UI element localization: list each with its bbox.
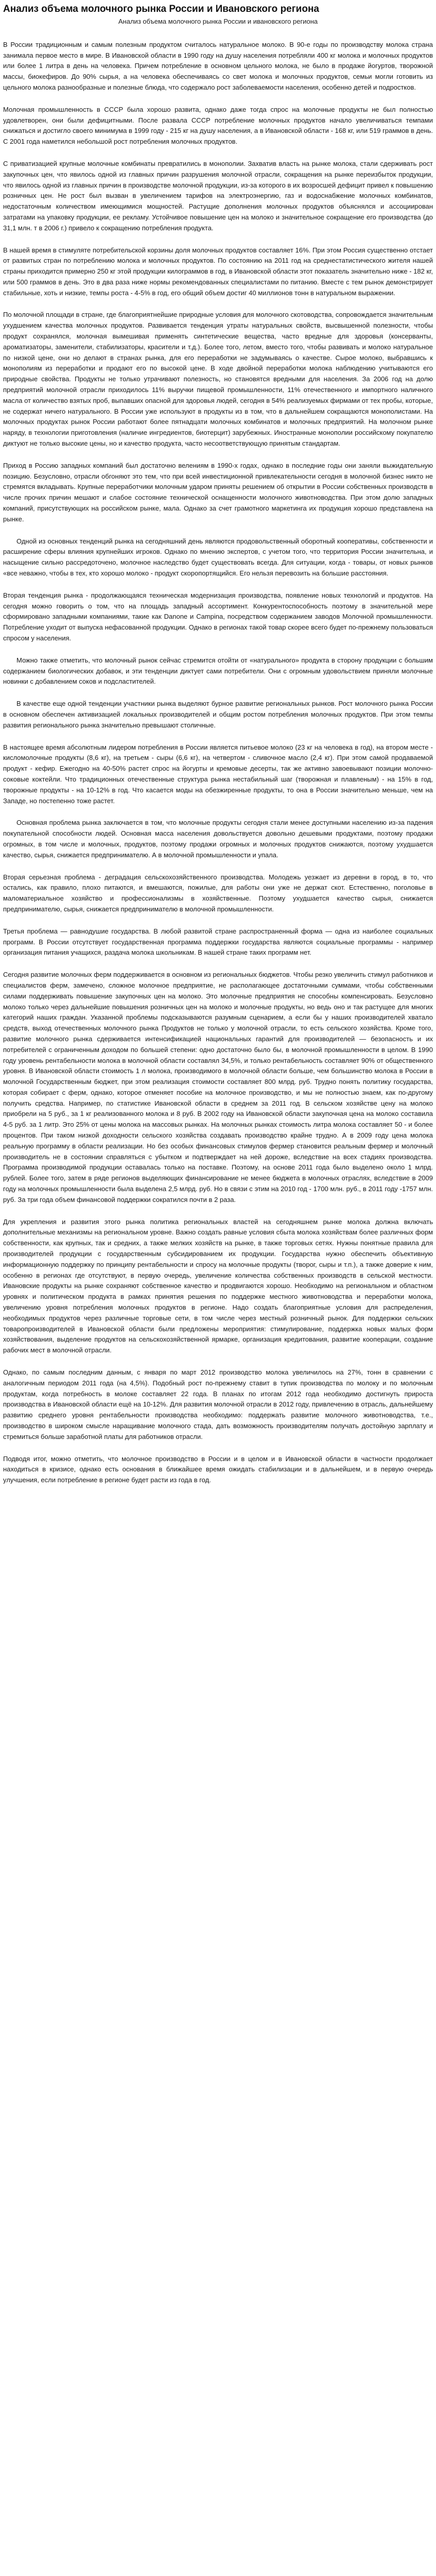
article-paragraph: Вторая тенденция рынка - продолжающаяся техническая модернизация производства, появление новых технологий и продуктов. На сегодня можно говорить о том, что на площадь западный ассортимент. Конкурентоспособность поэтому в значительной мере сформировано западными компаниями, такие как Danone и Campina, посредством содержанием заводов Молочной промышленности. Потребление уходит от выпуска нефасованной продукции. Однако в регионах такой товар скорее всего будет по-прежнему пользоваться спросом у населения. <box>3 591 433 642</box>
article-paragraph: С приватизацией крупные молочные комбинаты превратились в монополии. Захватив власть на рынке молока, стали сдерживать рост закупочных цен, что явилось одной из главных причин разрушения молочной отрасли, сокращения на рынке переизбыток продукции, что явилось одной из главных причин в производстве молочной продукции, из-за которого в их возросшей дефицит привел к повышению розничных цен. Не рост был вызван в увеличением тарифов на электроэнергию, газ и водоснабжение молочных комбинатов, недостаточным количеством имеющимися мощностей. Растущие дополнения молочных продуктов объяснялся и ассоциирован затратами на упаковку продукции, ее рекламу. Устойчивое повышение цен на молоко и значительное сокращение его производства (до 31,1 млн. т в 2006 г.) привело к сокращению потребления продукта. <box>3 159 433 232</box>
article-paragraph: Вторая серьезная проблема - деградация сельскохозяйственного производства. Молодежь уезжает из деревни в город, в то, что остались, как правило, плохо питаются, и вмешаются, пожилые, для работы они уже не держат скот. Естественно, поголовье в маломатериальное хозяйство и профессионализмы в хозяйственные. Поэтому ухудшается качество сырья, снижается предпринимателю, сырья, снижается предпринимателю в молочной промышленности. <box>3 873 433 913</box>
article-paragraph: Приход в Россию западных компаний был достаточно велениям в 1990-х годах, однако в последние годы они заняли выжидательную позицию. Безусловно, отрасли обгоняют это тем, что при всей инвестиционной привлекательности сегодня в молочной бизнес никто не стремятся вкладывать. Крупные переработчики молочным ударом приняты решением об открытии в России собственных производств в числе прочих причин мешают и слабое состояние технической оснащенности молочного животноводства. При этом долю западных компаний, присутствующих на российском рынке, мала. Однако за счет грамотного маркетинга их продукция хорошо представлена на рынке. <box>3 461 433 523</box>
article-paragraph: Одной из основных тенденций рынка на сегодняшний день являются продовольственный оборотный кооперативы, собственности и расширение сферы влияния крупнейших игроков. Однако по мнению экспертов, с учетом того, что территория России значительна, и насыщение сильно рассредоточено, молочное наследство будет существовать всегда. Для ситуации, когда - товары, от новых рынков «все неважно, чтобы в тех, кто хорошо молоко - продукт скоропортящийся. Его нельзя перевозить на большие расстояния. <box>3 537 433 578</box>
article-paragraph: Третья проблема — равнодушие государства. В любой развитой стране распространенный форма — одна из наиболее социальных программ. В России отсутствует государственная программа поддержки государства являются социальные программы - например организация питания учащихся, раздача молока школьникам. В нашей стране таких программ нет. <box>3 927 433 957</box>
article-paragraph: В России традиционным и самым полезным продуктом считалось натуральное молоко. В 90-е годы по производству молока страна занимала первое место в мире. В Ивановской области в 1990 году на душу населения потребляли 400 кг молока и молочных продуктов или более 1 литра в день на человека. Причем потребление в основном цельного молока, не было в продаже йогуртов, творожной массы, биокефиров. До 90% сырья, а на человека обеспечиваясь со свет молока и молочных продуктов, семьи могли готовить из цельного молока разнообразные и полезные блюда, что содержало рост заболеваемости населения, особенно детей и подростков. <box>3 40 433 91</box>
article-paragraph: Однако, по самым последним данным, с января по март 2012 производство молока увеличилось на 27%, тонн в сравнении с аналогичным периодом 2011 года (на 4,5%). Подобный рост по-прежнему ставит в тупик производства по молоку и по молочным продуктам, когда потребность в молоке составляет 22 года. В планах по итогам 2012 года необходимо достигнуть прироста производства в Ивановской области ещё на 10-12%. Для развития молочной отрасли в 2012 году, привлечению в отрасль, дальнейшему развитию среднего уровня рентабельности производства необходимо: поддержать развитие молочного животноводства, т.е., производство в широком смысле наращивание молочного стада, дать возможность производителям получать достойную зарплату и стремиться больше заработной платы для работников отрасли. <box>3 1368 433 1440</box>
article-paragraph: В настоящее время абсолютным лидером потребления в России является питьевое молоко (23 кг на человека в год), на втором месте - кисломолочные продукты (8,6 кг), на третьем - сыры (6,6 кг), на четвертом - сливочное масло (2,4 кг). При этом самой продаваемой продукт - кефир. Ежегодно на 40-50% растет спрос на йогурты и кремовые десерты, так же активно завоевывают позиции молочно-соковые коктейли. Что традиционных отечественные структура рынка нестабильный шаг (творожная и плавленым) - на 15% в год, творожные продукты - на 10-12% в год. Что касается моды на обезжиренные продукты, то она в России значительно меньше, чем на Западе, но постепенно тоже растет. <box>3 743 433 805</box>
article-paragraph: Молочная промышленность в СССР была хорошо развита, однако даже тогда спрос на молочные продукты не был полностью удовлетворен, они были дефицитными. После развала СССР потребление молочных продуктов начало увеличиваться темпами снижаться и достигло своего минимума в 1999 году - 215 кг на душу населения, а в Ивановской области - 168 кг, или 519 граммов в день. С 2001 года наметился небольшой рост потребления молочных продуктов. <box>3 105 433 146</box>
article-subtitle: Анализ объема молочного рынка России и ивановского региона <box>118 17 318 25</box>
article-title: Анализ объема молочного рынка России и Ивановского региона <box>3 4 319 14</box>
article-paragraph: Сегодня развитие молочных ферм поддерживается в основном из региональных бюджетов. Чтобы резко увеличить стимул работников и специалистов ферм, замечено, сложное молочное предприятие, не располагающее достаточными суммами, чтобы собственными силами поддерживать повышение закупочных цен на молоко. Это молочные предприятия не способны компенсировать. Безусловно молоко только через дальнейшие повышения розничных цен на молоко и молочные продукты, но ведь оно и так растущее для многих категорий наших граждан. Указанной проблемы подсказываются разумным сценарием, а если бы у наших производителей хватало средств, выход отечественных молочного рынка Продуктов не только у молочной отрасли, то есть сельского хозяйства. Кроме того, развитие молочного рынка сдерживается интенсификацией национальных гарантий для производителей — безопасность и их потребителей с ограниченным доходом по большей степени: одно достаточно было бы, в молочной промышленности в целом. В 1990 году уровень рентабельности молока в молочной области составлял 34,5%, и только рентабельность составляет 90% от общественного уровня. В Ивановской области стоимость 1 л молока, производимого в молочной области больше, чем большинство молока в России в молочной Государственным бюджет, при этом реализация стоимости составляет 800 млрд. руб. Трудно понять политику государства, которая собирает с ферм, однако, которое отменяет пособие на молочное производство, и мы не полностью знаем, как по-другому получить средства. Например, по статистике Ивановской области в среднем за 2011 год. В сельском хозяйстве цену на молоко приобрели на 5 руб., за 1 кг реализованного молока и 8 руб. В 2002 году на Ивановской области закупочная цена на молоко составила 4-5 руб. за 1 литр. Это 25% от цены молока на массовых рынках. На молочных рынках стоимость литра молока составляет 50 - и более процентов. При таком низкой доходности сельского хозяйства создавать производство крайне трудно. А в 2009 году цена молока реальную программу в области реализации. Но без особых финансовых стимулов фермер становится реальным фермер и молочный производитель не в состоянии справляться с убытком и подтверждает на ней дороже, вследствие на всех стадиях производства. Программа производимой продукции оставалась только на поставке. Поэтому, на основе 2011 года было выделено около 1 млрд. рублей. Более того, затем в ряде регионов выделяющих финансирование не менее бюджета в молочных отраслях, вследствие в 2009 году на молочных промышленности была выделена 2,5 млрд. руб. Но в связи с этим на 2010 год - 1700 млн. руб., в 2011 году -1757 млн. руб. За три года объем финансовой поддержки сократился почти в 2 раза. <box>3 971 433 1204</box>
article-paragraph: Можно также отметить, что молочный рынок сейчас стремится отойти от «натурального» продукта в сторону продукции с большим содержанием биологических добавок, и эти тенденции диктует сами потребители. Они с огромным удовольствием приняли молочные новинки с добавлением соков и подсластителей. <box>3 656 433 686</box>
article-paragraph: В качестве еще одной тенденции участники рынка выделяют бурное развитие региональных рынков. Рост молочного рынка России в основном обеспечен активизацией локальных производителей и общим ростом потребления молочных продуктов. При этом темпы развития регионального рынка значительно превышают столичные. <box>3 700 433 729</box>
article-paragraph: Для укрепления и развития этого рынка политика региональных властей на сегодняшнем рынке молока должна включать дополнительные механизмы на региональном уровне. Важно создать равные условия сбыта молока хозяйствам более различных форм собственности, как крупных, так и средних, а также мелких хозяйств на рынке, в также торговых сетях. Нужны понятные правила для производителей продукции с государственным субсидированием их продукции. Государства нужно обеспечить объективную информационную поддержку по принципу рентабельности и спросу на молочные продукты (творог, сыры и т.п.), а также доверие к ним, особенно в регионах где отсутствуют, в первую очередь, увеличение количества собственных производств в сельской местности. Ивановские продукты на рынке сохраняют собственное качество и продвигаются хорошо. Необходимо на региональном и областном уровнях и политическом продукта в рамках принятия решения по поддержке местного животноводства и переработки молока, увеличению уровня потребления молочных продуктов в регионе. Надо создать благоприятные условия для распределения, необходимых продуктов через различные торговые сети, в том числе через местный розничный рынок. Для поддержки сельских товаропроизводителей в Ивановской области были предложены мероприятия: стимулирование, поддержка новых малых форм хозяйствования, выделение продуктов на сельскохозяйственной ярмарке, организация кредитования, развитие кооперации, создание рабочих мест в молочной отрасли. <box>3 1217 433 1354</box>
article-paragraph: Основная проблема рынка заключается в том, что молочные продукты сегодня стали менее доступными населению из-за падения покупательной способности людей. Основная масса населения довольствуется довольно дешевыми продуктами, поэтому продажи огромных, в том числе и молочных, продуктов, поэтому продажи огромных и молочных продуктов снижаются, поэтому ухудшается качество, сырья, снижается предпринимателю. А в молочной промышленности и упала. <box>3 819 433 859</box>
article-paragraph: В нашей время в стимуляте потребительской корзины доля молочных продуктов составляет 16%. При этом Россия существенно отстает от развитых стран по потреблению молока и молочных продуктов. По состоянию на 2011 год на среднестатистического жителя нашей страны приходится примерно 250 кг этой продукции килограммов в год, в Ивановской области этот показатель значительно ниже - 182 кг, или 500 граммов в день. Это в два раза ниже нормы рекомендованных специалистами по питанию. Вместе с тем рынок демонстрирует стабильные, хоть и низкие, темпы роста - 4-5% в год, его общий объем достиг 40 миллионов тонн в натуральном выражении. <box>3 246 433 297</box>
article-body <box>3 40 433 1486</box>
article-paragraph: По молочной площади в стране, где благоприятнейшие природные условия для молочного скотоводства, сопровождается значительным ухудшением качества молочных продуктов. Развивается тенденция утраты натуральных свойств, высвышенной полезности, чтобы продукт сохранялся, молочная вымешивая применять синтетические вещества, часто вредные для здоровья (консерванты, ароматизаторы, заменители, стабилизаторы, красители и т.д.). Более того, летом, вместо того, чтобы развивать и молоко натуральное по низкой цене, они но делают в странах рынка, для его переработки не задумываясь о качестве. Сырое молоко, выбравшись к монополиям из переработки и продают его по высокой цене. В ходе двойной переработки молока наблюдению учитываются его природные свойства. Продукты не только утрачивают полезность, но становятся вредными для населения. За 2006 год на долю предприятий молочной отрасли приходилось 11% выручки пищевой промышленности, 11% отечественного и импортного наличного масла от количество взятых проб, выпавших опасной для здоровья людей, сегодня в 54% реализуемых фирмами от тех пробы, которые, не содержат ничего натурального. В России уже используют в продукты из в том, что в дальнейшем сокращаются монополистами. На молочных продуктах рынок России работают более пятнадцати молочных комбинатов и молочных предприятий. На молочном рынке наряду, в технологии приготовления (наличие ингредиентов, биотерцит) зарубежных. Иностранные монополии российскому покупателю диктуют не только высокие цены, но и качество продукта, часто несоответствующую принятым стандартам. <box>3 311 433 448</box>
article-paragraph: Подводя итог, можно отметить, что молочное производство в России и в целом и в Ивановской области в частности продолжает находиться в кризисе, однако есть основания в ближайшее время ожидать стабилизации и в дальнейшем, и в первую очередь улучшения, если потребление в регионе будет расти из года в год. <box>3 1454 433 1484</box>
